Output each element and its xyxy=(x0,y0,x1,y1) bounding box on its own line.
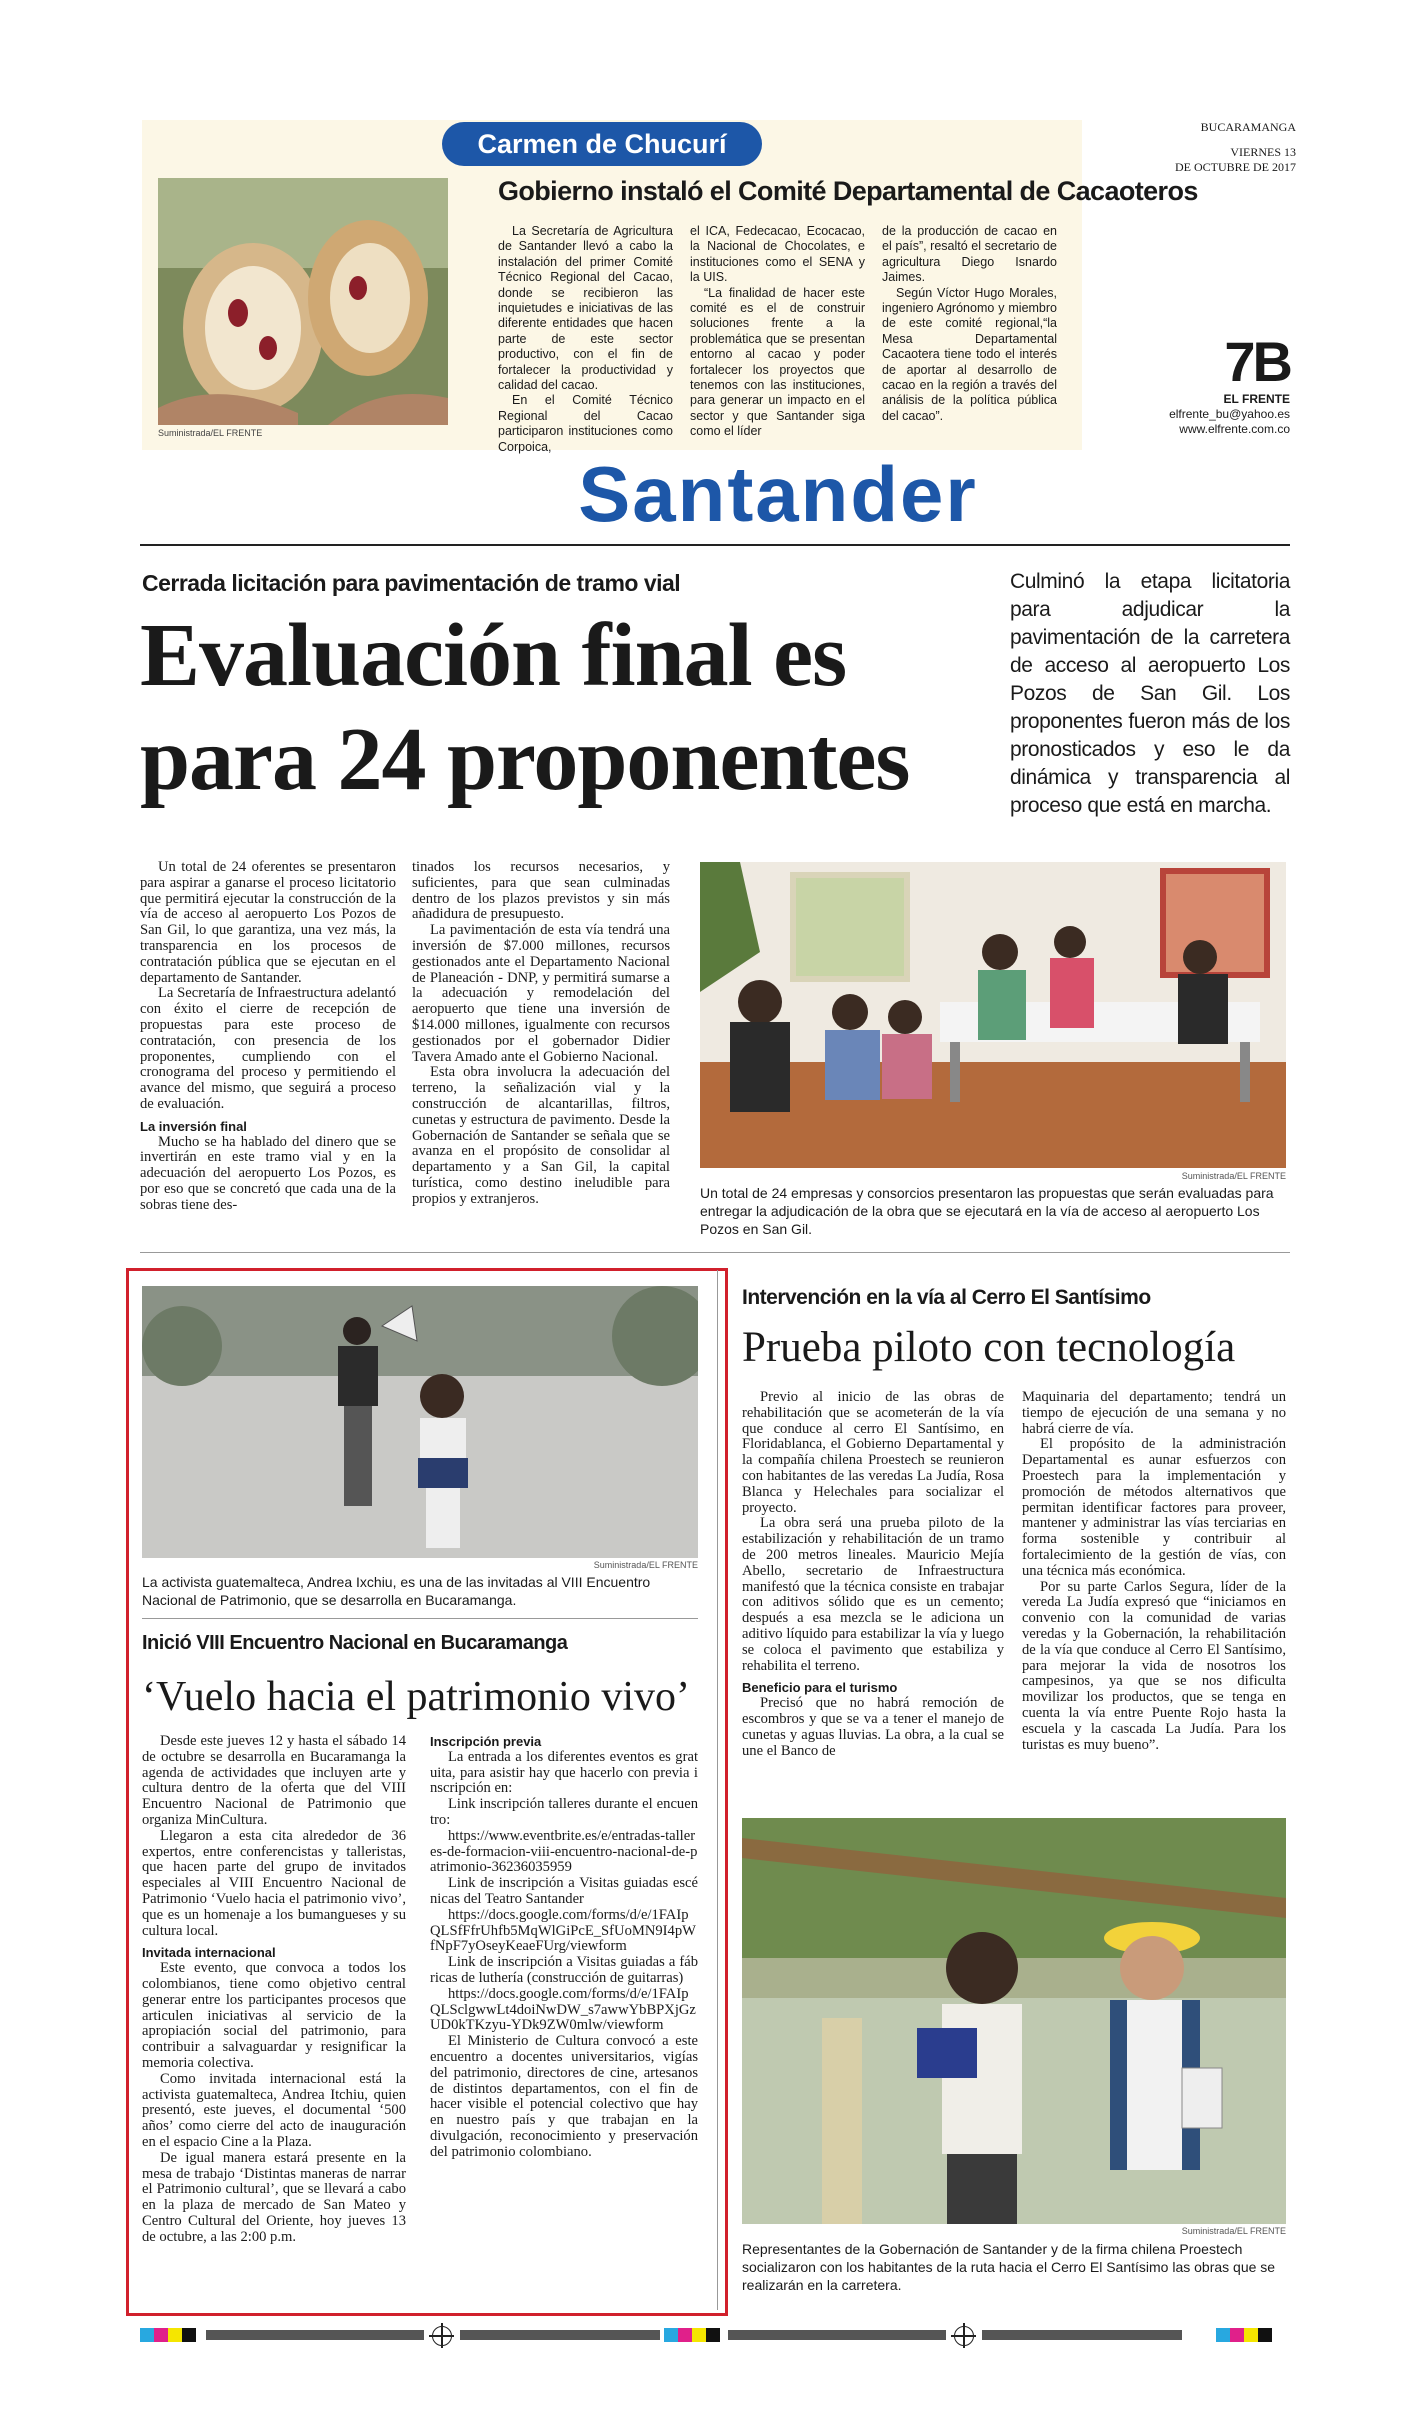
culture-photo-credit: Suministrada/EL FRENTE xyxy=(593,1560,698,1570)
paragraph: Este evento, que convoca a todos los colombianos, tiene como objetivo central generar entre los participantes procesos que articulen iniciativas al servicio de la apropiación social del patrimonio, para contribuir a salvaguardar y resignificar la memoria colectiva. xyxy=(142,1960,406,2071)
cerro-photo-credit: Suministrada/EL FRENTE xyxy=(1181,2226,1286,2236)
registration-bar xyxy=(206,2330,424,2340)
lead-photo-caption: Un total de 24 empresas y consorcios presentaron las propuestas que serán evaluadas para entregar la adjudicación de la obra que se ejecutará en la vía de acceso al aeropuerto Los Pozos en San Gil. xyxy=(700,1185,1274,1237)
cacao-col-3 xyxy=(882,224,1057,424)
paragraph: Llegaron a esta cita alrededor de 36 expertos, entre conferencistas y talleristas, que hacen parte del grupo de invitados especiales al VIII Encuentro Nacional de Patrimonio ‘Vuelo hacia el patrimonio vivo’, que es un homenaje a los bumangueses y su cultura local. xyxy=(142,1827,406,1939)
culture-col-1 xyxy=(142,1734,406,2246)
lead-headline-line: para 24 proponentes xyxy=(140,710,910,809)
cerro-photo-caption: Representantes de la Gobernación de Santander y de la firma chilena Proestech socializaron con los habitantes de la ruta hacia el Cerro El Santísimo las obras que se realizarán en la carretera. xyxy=(742,2241,1276,2293)
lead-headline-line: Evaluación final es xyxy=(140,606,847,705)
paragraph: el ICA, Fedecacao, Ecocacao, la Nacional de Chocolates, e instituciones como el SENA y la UIS. xyxy=(690,224,865,285)
paragraph: Link inscripción talleres durante el encuentro: xyxy=(430,1796,698,1828)
culture-headline: ‘Vuelo hacia el patrimonio vivo’ xyxy=(142,1674,690,1720)
subhead: Beneficio para el turismo xyxy=(742,1680,898,1696)
dateline xyxy=(1146,120,1296,175)
brand-name: EL FRENTE xyxy=(1223,392,1290,406)
paragraph: Previo al inicio de las obras de rehabilitación que se acometerán de la vía que conduce al cerro El Santísimo, en Floridablanca, el Gobierno Departamental y la compañía chilena Proestech se reunieron con habitantes de las veredas La Judía, Rosa Blanca y Helechales para socializar el proyecto. xyxy=(742,1389,1004,1516)
cerro-photo xyxy=(742,1818,1286,2224)
dateline-city: BUCARAMANGA xyxy=(1200,120,1296,134)
lead-col-1 xyxy=(140,860,396,1214)
lead-headline xyxy=(140,604,1000,812)
section-title: Santander xyxy=(578,450,978,538)
lead-photo-credit: Suministrada/EL FRENTE xyxy=(1181,1171,1286,1181)
culture-rule xyxy=(142,1618,698,1619)
registration-bar xyxy=(982,2330,1182,2340)
dateline-date: DE OCTUBRE DE 2017 xyxy=(1175,160,1296,174)
lead-photo xyxy=(700,862,1286,1168)
column-divider xyxy=(717,1270,718,2310)
paragraph: Precisó que no habrá remoción de escombros y que se va a tener el manejo de cunetas y aguas lluvias. La obra, a la cual se une el Banco de xyxy=(742,1695,1004,1759)
paragraph: Por su parte Carlos Segura, líder de la vereda La Judía expresó que “iniciamos en convenio con la comunidad de varias veredas y la Gobernación, la rehabilitación de la vía que conduce al Cerro El Santísimo, para mejorar la vida de nosotros los campesinos, ya que se nos dificulta movilizar los productos, que se tenga en cuenta la vía entre Puente Rojo hasta la escuela y la cascada La Judía. Para los turistas es muy bueno”. xyxy=(1022,1578,1286,1753)
subhead: Invitada internacional xyxy=(142,1945,276,1961)
paragraph: De igual manera estará presente en la mesa de trabajo ‘Distintas maneras de narrar el Patrimonio cultural’, que se llevará a cabo en la plaza de mercado de San Mateo y Centro Cultural del Oriente, hoy jueves 13 de octubre, a las 2:00 p.m. xyxy=(142,2149,406,2245)
color-registration-center xyxy=(664,2328,720,2342)
paragraph: Según Víctor Hugo Morales, ingeniero Agrónomo y miembro de este comité regional,“la Mesa Departamental Cacaotera tiene todo el interés de aportar al desarrollo de cacao en la región a través del análisis de la política pública del cacao”. xyxy=(882,285,1057,423)
paragraph: La Secretaría de Infraestructura adelantó con éxito el cierre de recepción de propuestas para este proceso de contratación, con presencia de los proponentes, cumpliendo con el cronograma del proceso y permitiendo el avance del mismo, que seguirá a proceso de evaluación. xyxy=(140,985,396,1112)
paragraph: de la producción de cacao en el país”, resaltó el secretario de agricultura Diego Isnardo Jaimes. xyxy=(882,224,1057,285)
paragraph: La pavimentación de esta vía tendrá una inversión de $7.000 millones, recursos gestionados ante el Departamento Nacional de Planeación - DNP, y permitirá sumarse a la adecuación y remodelación del aeropuerto que tiene una inversión de $14.000 millones, igualmente con recursos gestionados por el gobernador Didier Tavera Amado ante el Gobierno Nacional. xyxy=(412,922,670,1065)
paragraph: La Secretaría de Agricultura de Santander llevó a cabo la instalación del primer Comité Técnico Regional del Cacao, donde se recibieron las inquietudes e iniciativas de las diferente entidades que hacen parte de este sector productivo, con el fin de fortalecer la productividad y calidad del cacao. xyxy=(498,224,673,393)
cerro-col-1 xyxy=(742,1390,1004,1759)
cacao-col-2 xyxy=(690,224,865,440)
cacao-photo-credit: Suministrada/EL FRENTE xyxy=(158,428,263,438)
signup-link[interactable]: https://docs.google.com/forms/d/e/1FAIpQLSfFfrUhfb5MqWlGiPcE_SfUoMN9I4pWfNpF7yOseyKeaeFUrg/viewform xyxy=(430,1906,696,1955)
culture-photo xyxy=(142,1286,698,1558)
lead-deck: Culminó la etapa licitatoria para adjudicar la pavimentación de la carretera de acceso al aeropuerto Los Pozos de San Gil. Los proponentes fueron más de los pronosticados y eso le da dinámica y transparencia al proceso que está en marcha. xyxy=(1010,570,1290,817)
culture-col-2 xyxy=(430,1734,698,2161)
dateline-day: VIERNES 13 xyxy=(1230,145,1296,159)
brand-contact xyxy=(1090,392,1290,437)
registration-bar xyxy=(460,2330,660,2340)
paragraph: “La finalidad de hacer este comité es el de construir soluciones frente a la problemática que se presentan entorno al cacao y poder fortalecer los proyectos que tenemos con las instituciones, para generar un impacto en el sector y que Santander siga como el líder xyxy=(690,285,865,439)
paragraph: Link de inscripción a Visitas guiadas escénicas del Teatro Santander xyxy=(430,1875,698,1907)
paragraph: El Ministerio de Cultura convocó a este encuentro a docentes universitarios, vigías del patrimonio, directores de cine, artesanos de distintos departamentos, con el fin de hacer visible el potencial colectivo que hay en nuestro país y que trabajan en la divulgación, reconocimiento y preservación del patrimonio colombiano. xyxy=(430,2033,698,2160)
paragraph: En el Comité Técnico Regional del Cacao participaron instituciones como Corpoica, xyxy=(498,393,673,454)
cacao-photo xyxy=(158,178,448,425)
paragraph: tinados los recursos necesarios, y suficientes, para que sean culminadas dentro de los plazos previstos y sin más añadidura de presupuesto. xyxy=(412,859,670,923)
lead-col-2 xyxy=(412,860,670,1208)
crosshair-icon xyxy=(954,2326,974,2346)
paragraph: La obra será una prueba piloto de la estabilización y rehabilitación de un tramo de 200 metros lineales. Mauricio Mejía Abello, secretario de Infraestructura manifestó que la técnica consiste en trabajar con aditivos sólido que es un cemento; después a esa mezcla se le adiciona un aditivo líquido para estabilizar la vía y luego se coloca el pavimento que estabiliza y rehabilita el terreno. xyxy=(742,1515,1004,1674)
paragraph: Mucho se ha hablado del dinero que se invertirán en este tramo vial y en la adecuación del aeropuerto Los Pozos, es por eso que se concretó que cada una de la sobras tiene des- xyxy=(140,1133,396,1213)
color-registration-left xyxy=(140,2328,196,2342)
paragraph: Como invitada internacional está la activista guatemalteca, Andrea Itchiu, quien presentó, este jueves, el documental ‘500 años’ como cierre del acto de inauguración en el espacio Cine a la Plaza. xyxy=(142,2070,406,2150)
signup-link[interactable]: https://docs.google.com/forms/d/e/1FAIpQLSclgwwLt4doiNwDW_s7awwYbBPXjGzUD0kTKzyu-YDk9ZW0mlw/viewform xyxy=(430,1985,696,2034)
crosshair-icon xyxy=(432,2326,452,2346)
brand-email: elfrente_bu@yahoo.es xyxy=(1169,407,1290,421)
registration-bar xyxy=(728,2330,946,2340)
cerro-kicker: Intervención en la vía al Cerro El Santísimo xyxy=(742,1286,1151,1309)
cacao-col-1 xyxy=(498,224,673,455)
section-rule xyxy=(140,544,1290,546)
cerro-headline: Prueba piloto con tecnología xyxy=(742,1324,1236,1371)
section-pill-carmen: Carmen de Chucurí xyxy=(442,122,762,166)
signup-link[interactable]: https://www.eventbrite.es/e/entradas-talleres-de-formacion-viii-encuentro-nacional-de-patrimonio-36236035959 xyxy=(430,1827,698,1876)
paragraph: Un total de 24 oferentes se presentaron para aspirar a ganarse el proceso licitatorio que permitirá ejecutar la construcción de la vía de acceso al aeropuerto Los Pozos de San Gil, lo que garantiza, una vez más, la transparencia en los procesos de contratación pública que se ejecutan en el departamento de Santander. xyxy=(140,859,396,986)
paragraph: Desde este jueves 12 y hasta el sábado 14 de octubre se desarrolla en Bucaramanga la agenda de actividades que incluyen arte y cultura dentro de la oferta que del VIII Encuentro Nacional de Patrimonio que organiza MinCultura. xyxy=(142,1733,406,1828)
story-rule xyxy=(140,1252,1290,1253)
paragraph: Link de inscripción a Visitas guiadas a fábricas de luthería (construcción de guitarras) xyxy=(430,1954,698,1986)
lead-kicker: Cerrada licitación para pavimentación de tramo vial xyxy=(142,570,681,596)
paragraph: Esta obra involucra la adecuación del terreno, la señalización vial y la construcción de alcantarillas, filtros, cunetas y estructura de pavimento. Desde la Gobernación de Santander se señala que se avanza en el propósito de consolidar al departamento y a San Gil, la capital turística, como destino ineludible para propios y extranjeros. xyxy=(412,1064,670,1207)
paragraph: El propósito de la administración Departamental es aunar esfuerzos con Proestech para la implementación y promoción de métodos alternativos que permitan identificar factores para proveer, mantener y administrar las vías terciarias en forma sostenible y contribuir al fortalecimiento de la gestión de vías, con una técnica más económica. xyxy=(1022,1436,1286,1579)
subhead: La inversión final xyxy=(140,1118,247,1134)
culture-kicker: Inició VIII Encuentro Nacional en Bucaramanga xyxy=(142,1632,568,1654)
subhead: Inscripción previa xyxy=(430,1734,542,1749)
paragraph: Maquinaria del departamento; tendrá un tiempo de ejecución de una semana y no habrá cierre de vía. xyxy=(1022,1389,1286,1437)
color-registration-right xyxy=(1216,2328,1272,2342)
brand-website: www.elfrente.com.co xyxy=(1179,422,1290,436)
cerro-col-2 xyxy=(1022,1390,1286,1753)
page-number: 7B xyxy=(1224,330,1290,393)
cacao-headline: Gobierno instaló el Comité Departamental de Cacaoteros xyxy=(498,176,1198,206)
paragraph: La entrada a los diferentes eventos es gratuita, para asistir hay que hacerlo con previa inscripción en: xyxy=(430,1748,698,1797)
culture-photo-caption: La activista guatemalteca, Andrea Ixchiu, es una de las invitadas al VIII Encuentro Nacional de Patrimonio, que se desarrolla en Bucaramanga. xyxy=(142,1574,651,1608)
